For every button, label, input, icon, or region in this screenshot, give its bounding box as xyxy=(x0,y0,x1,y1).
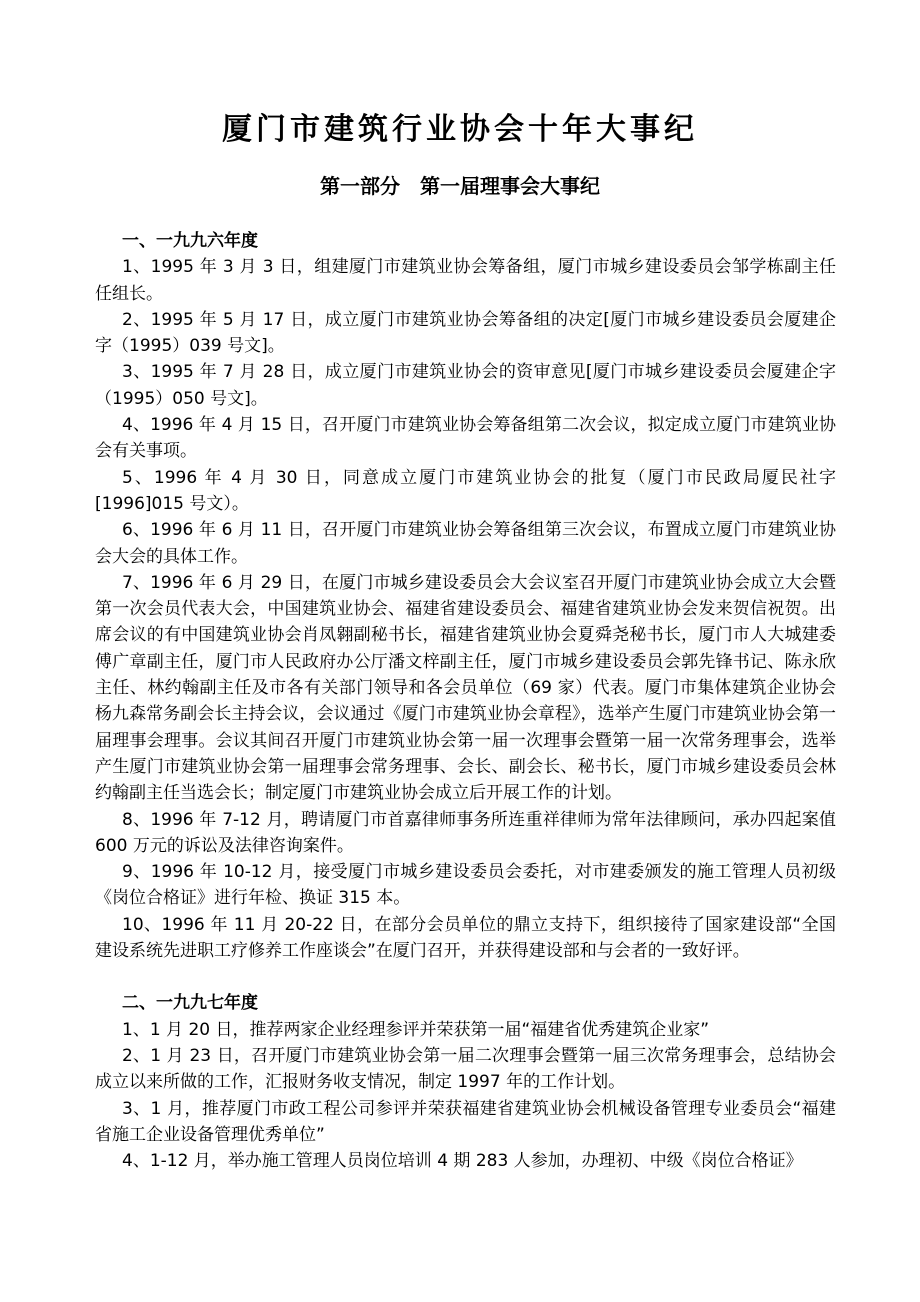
list-item: 1、1995 年 3 月 3 日，组建厦门市建筑业协会筹备组，厦门市城乡建设委员会邹学栋副主任任组长。 xyxy=(95,257,836,304)
section-heading-1997: 二、一九九七年度 xyxy=(122,993,258,1014)
list-item: 8、1996 年 7-12 月，聘请厦门市首嘉律师事务所连重祥律师为常年法律顾问，承办四起案值 600 万元的诉讼及法律咨询案件。 xyxy=(95,809,836,856)
list-item: 6、1996 年 6 月 11 日，召开厦门市建筑业协会筹备组第三次会议，布置成立厦门市建筑业协会大会的具体工作。 xyxy=(95,520,836,567)
list-item: 3、1 月，推荐厦门市政工程公司参评并荣获福建省建筑业协会机械设备管理专业委员会“福建省施工企业设备管理优秀单位” xyxy=(95,1098,836,1145)
section-spacer xyxy=(95,964,836,990)
document-title: 厦门市建筑行业协会十年大事纪 xyxy=(222,112,698,147)
list-item: 9、1996 年 10-12 月，接受厦门市城乡建设委员会委托，对市建委颁发的施工管理人员初级《岗位合格证》进行年检、换证 315 本。 xyxy=(95,862,836,909)
list-item: 4、1996 年 4 月 15 日，召开厦门市建筑业协会筹备组第二次会议，拟定成立厦门市建筑业协会有关事项。 xyxy=(95,415,836,462)
list-item: 2、1995 年 5 月 17 日，成立厦门市建筑业协会筹备组的决定[厦门市城乡建设委员会厦建企字（1995）039 号文]。 xyxy=(95,309,836,357)
list-item: 7、1996 年 6 月 29 日，在厦门市城乡建设委员会大会议室召开厦门市建筑业协会成立大会暨第一次会员代表大会，中国建筑业协会、福建省建设委员会、福建省建筑业协会发来贺信祝贺。出席会议的有中国建筑业协会肖凤翱副秘书长，福建省建筑业协会夏舜尧秘书长，厦门市人大城建委傅广章副主任，厦门市人民政府办公厅潘文梓副主任，厦门市城乡建设委员会郭先锋书记、陈永欣主任、林约翰副主任及市各有关部门领导和各会员单位（69 家）代表。厦门市集体建筑企业协会杨九森常务副会长主持会议，会议通过《厦门市建筑业协会章程》，选举产生厦门市建筑业协会第一届理事会理事。会议其间召开厦门市建筑业协会第一届一次理事会暨第一届一次常务理事会，选举产生厦门市建筑业协会第一届理事会常务理事、会长、副会长、秘书长，厦门市城乡建设委员会林约翰副主任当选会长；制定厦门市建筑业协会成立后开展工作的计划。 xyxy=(95,572,836,804)
list-item: 1、1 月 20 日，推荐两家企业经理参评并荣获第一届“福建省优秀建筑企业家” xyxy=(122,1019,710,1040)
list-item: 2、1 月 23 日，召开厦门市建筑业协会第一届二次理事会暨第一届三次常务理事会，总结协会成立以来所做的工作，汇报财务收支情况，制定 1997 年的工作计划。 xyxy=(95,1045,836,1093)
section-heading-1996: 一、一九九六年度 xyxy=(122,231,258,251)
list-item: 10、1996 年 11 月 20-22 日，在部分会员单位的鼎立支持下，组织接待了国家建设部“全国建设系统先进职工疗修养工作座谈会”在厦门召开，并获得建设部和与会者的一致好评。 xyxy=(95,914,836,962)
part-subtitle: 第一部分 第一届理事会大事纪 xyxy=(320,174,600,198)
list-item: 5、1996 年 4 月 30 日，同意成立厦门市建筑业协会的批复（厦门市民政局厦民社字[1996]015 号文）。 xyxy=(95,467,836,514)
document-body xyxy=(95,228,836,1174)
list-item: 3、1995 年 7 月 28 日，成立厦门市建筑业协会的资审意见[厦门市城乡建设委员会厦建企字（1995）050 号文]。 xyxy=(95,362,836,409)
list-item: 4、1-12 月，举办施工管理人员岗位培训 4 期 283 人参加，办理初、中级《岗位合格证》 xyxy=(122,1151,803,1172)
